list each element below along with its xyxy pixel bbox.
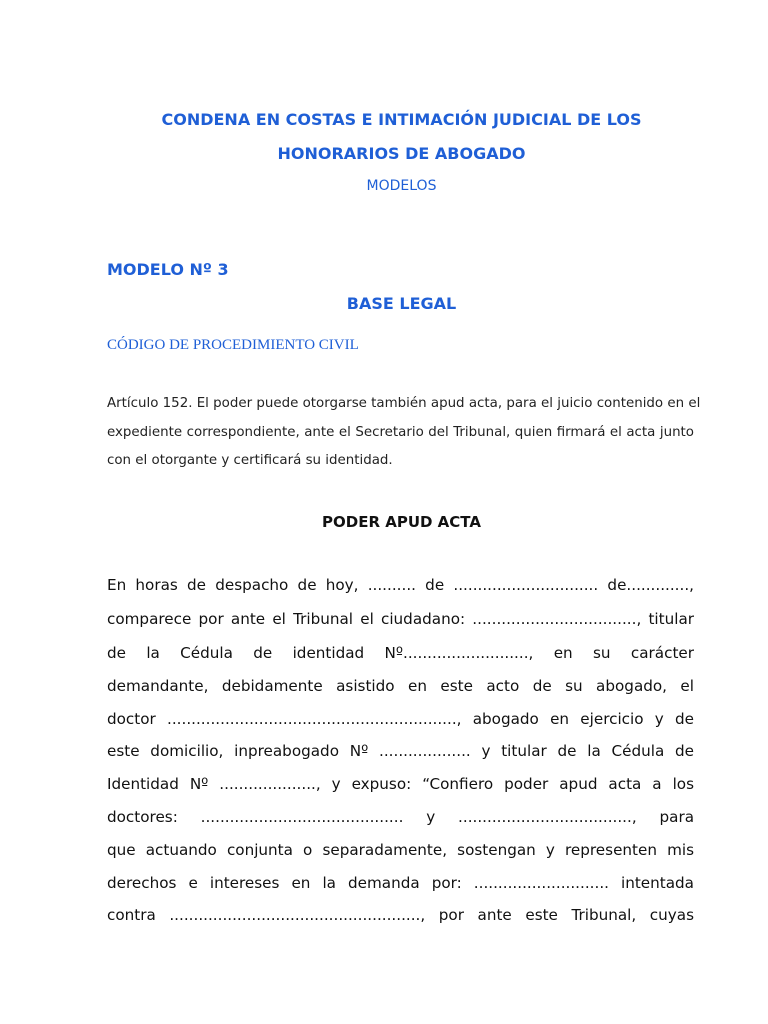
body-text-line: En horas de despacho de hoy, .......... de .............................. de............., (107, 576, 694, 594)
article-text-line: Artículo 152. El poder puede otorgarse también apud acta, para el juicio contenido en el (107, 396, 701, 411)
legal-base-heading: BASE LEGAL (346, 294, 457, 313)
article-text-line: con el otorgante y certificará su identidad. (107, 453, 393, 468)
body-text-line: que actuando conjunta o separadamente, sostengan y representen mis (107, 841, 694, 859)
model-number-heading: MODELO Nº 3 (107, 260, 229, 279)
body-text-line: Identidad Nº ...................., y expuso: “Confiero poder apud acta a los (107, 775, 694, 793)
document-subtitle: MODELOS (366, 178, 437, 194)
poder-apud-acta-heading: PODER APUD ACTA (322, 513, 481, 531)
body-text-line: derechos e intereses en la demanda por: ............................ intentada (107, 874, 694, 892)
body-text-line: contra ...................................................., por ante este Tribunal, cuyas (107, 906, 694, 924)
body-text-line: comparece por ante el Tribunal el ciudadano: .................................., titular (107, 610, 694, 628)
document-title-line-2: HONORARIOS DE ABOGADO (277, 144, 526, 163)
code-heading: CÓDIGO DE PROCEDIMIENTO CIVIL (107, 337, 359, 353)
document-title-line-1: CONDENA EN COSTAS E INTIMACIÓN JUDICIAL DE LOS (161, 110, 642, 129)
article-text-line: expediente correspondiente, ante el Secretario del Tribunal, quien firmará el acta junto (107, 425, 694, 440)
body-text-line: de la Cédula de identidad Nº.........................., en su carácter (107, 644, 694, 662)
body-text-line: doctores: .......................................... y ...................................., para (107, 808, 694, 826)
body-text-line: doctor ............................................................, abogado en ejercicio y de (107, 710, 694, 728)
body-text-line: este domicilio, inpreabogado Nº ................... y titular de la Cédula de (107, 742, 694, 760)
body-text-line: demandante, debidamente asistido en este acto de su abogado, el (107, 677, 694, 695)
